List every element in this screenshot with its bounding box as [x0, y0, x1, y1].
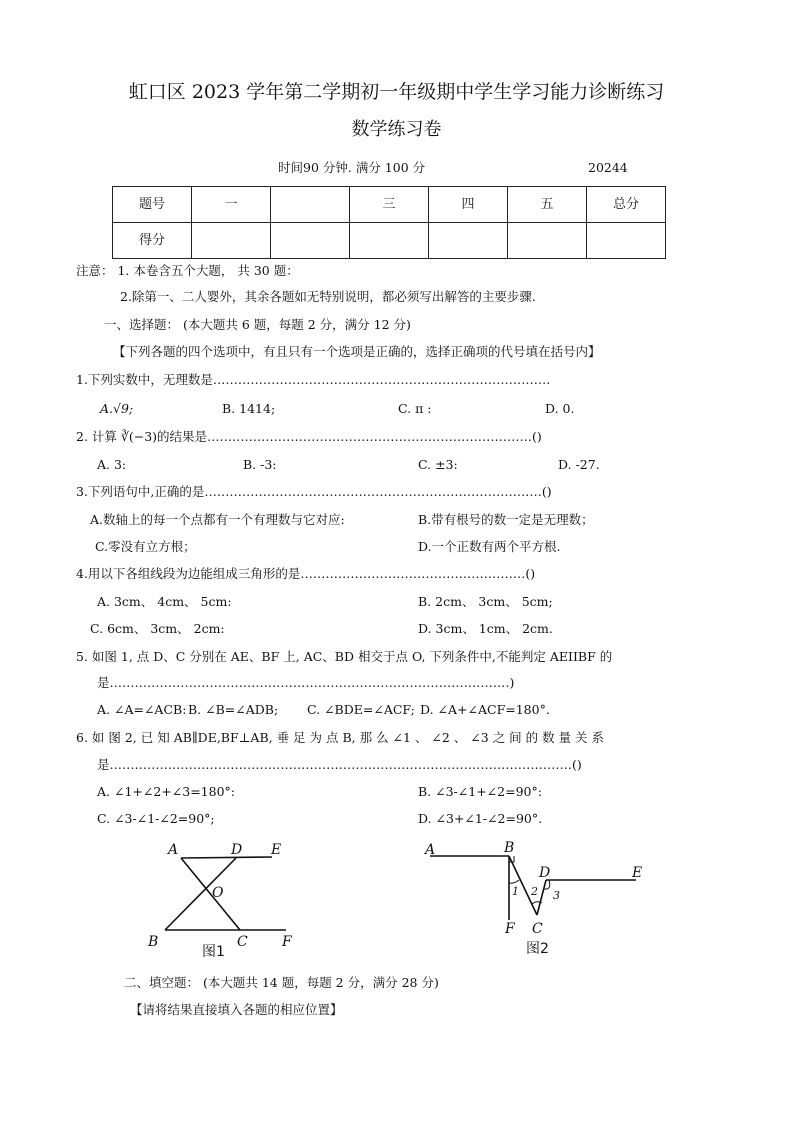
q6-option-d: D. ∠3+∠1-∠2=90°.	[418, 811, 543, 826]
header-cell: 五	[508, 187, 587, 223]
q6-option-b: B. ∠3-∠1+∠2=90°:	[418, 784, 542, 799]
label: F	[505, 921, 515, 937]
figure-2-caption: 图2	[526, 941, 549, 957]
line-ae	[181, 857, 272, 858]
section1-instruction: 【下列各题的四个选项中，有且只有一个选项是正确的，选择正确项的代号填在括号内】	[113, 344, 601, 359]
q2-option-a: A. 3:	[97, 457, 127, 472]
q4-option-a: A. 3cm、 4cm、 5cm:	[97, 594, 232, 609]
figure-1-caption: 图1	[202, 944, 225, 960]
question-4-stem: 4.用以下各组线段为边能组成三角形的是………………………………………………()	[76, 566, 536, 581]
q2-option-b: B. -3:	[243, 457, 277, 472]
angle-1-arc	[509, 880, 519, 883]
q2-option-d: D. -27.	[558, 457, 600, 472]
q2-option-c: C. ±3:	[418, 457, 458, 472]
label: F	[282, 934, 292, 950]
q4-option-c: C. 6cm、 3cm、 2cm:	[90, 621, 225, 636]
line-ac	[181, 858, 240, 930]
q5-option-c: C. ∠BDE=∠ACF;	[307, 702, 415, 717]
q3-option-c: C.零没有立方根；	[95, 539, 196, 554]
exam-code: 20244	[588, 160, 628, 175]
label: C	[237, 934, 248, 950]
question-1-stem: 1.下列实数中，无理数是………………………………………………………………………	[76, 372, 551, 387]
label: E	[271, 842, 282, 858]
q5-option-b: B. ∠B=∠ADB;	[188, 702, 279, 717]
header-cell: 题号	[113, 187, 192, 223]
label: 3	[553, 889, 560, 902]
label: D	[231, 842, 243, 858]
label: 1	[512, 885, 519, 898]
label: B	[148, 934, 159, 950]
figure-1	[165, 857, 286, 930]
q1-option-a: A.√9;	[100, 401, 134, 416]
q4-option-d: D. 3cm、 1cm、 2cm.	[418, 621, 553, 636]
line-bd	[165, 858, 236, 930]
figure-1-labels	[147, 842, 293, 960]
question-6-stem-cont: 是…………………………………………………………………………………………………()	[97, 757, 582, 772]
question-2-stem: 2. 计算 ∛(−3)的结果是……………………………………………………………………()	[76, 429, 542, 444]
label: A	[168, 842, 179, 858]
q4-option-b: B. 2cm、 3cm、 5cm;	[418, 594, 553, 609]
q3-option-a: A.数轴上的每一个点都有一个有理数与它对应:	[90, 512, 345, 527]
header-cell: 四	[429, 187, 508, 223]
q6-option-c: C. ∠3-∠1-∠2=90°;	[97, 811, 215, 826]
question-3-stem: 3.下列语句中,正确的是………………………………………………………………………()	[76, 484, 552, 499]
line-cd	[537, 880, 546, 915]
label: C	[532, 921, 543, 937]
label: A	[425, 842, 436, 858]
question-5-stem: 5. 如图 1, 点 D、C 分别在 AE、BF 上, AC、BD 相交于点 O, 下列条件中,不能判定 AEIIBF 的	[76, 649, 613, 664]
label: 2	[531, 885, 538, 898]
question-6-stem: 6. 如 图 2, 已 知 AB∥DE,BF⊥AB, 垂 足 为 点 B, 那 么 ∠1 、 ∠2 、 ∠3 之 间 的 数 量 关 系	[76, 730, 605, 745]
header-cell: 三	[350, 187, 429, 223]
q1-option-d: D. 0.	[545, 401, 575, 416]
label: E	[632, 865, 643, 881]
q3-option-d: D.一个正数有两个平方根.	[418, 539, 561, 554]
q1-option-b: B. 1414;	[222, 401, 276, 416]
label: B	[504, 840, 515, 856]
header-cell: 总分	[587, 187, 666, 223]
note-2: 2.除第一、二人婴外，其余各题如无特别说明，都必须写出解答的主要步骤.	[120, 289, 536, 304]
q1-option-c: C. π :	[398, 401, 432, 416]
exam-subtitle: 数学练习卷	[351, 119, 442, 140]
q5-option-a: A. ∠A=∠ACB:	[97, 702, 187, 717]
section1-heading: 一、选择题： (本大题共 6 题，每题 2 分，满分 12 分)	[104, 317, 411, 332]
q3-option-b: B.带有根号的数一定是无理数；	[418, 512, 594, 527]
time-info: 时间90 分钟. 满分 100 分	[278, 160, 426, 175]
q5-option-d: D. ∠A+∠ACF=180°.	[420, 702, 550, 717]
exam-title: 虹口区 2023 学年第二学期初一年级期中学生学习能力诊断练习	[128, 81, 665, 103]
section2-heading: 二、填空题： (本大题共 14 题，每题 2 分，满分 28 分)	[124, 975, 439, 990]
figure-2-labels	[423, 840, 642, 957]
question-5-stem-cont: 是……………………………………………………………………………………)	[97, 675, 515, 690]
note-1: 注意： 1. 本卷含五个大题， 共 30 题：	[76, 263, 299, 278]
row-label: 得分	[113, 223, 192, 259]
label: D	[539, 865, 551, 881]
section2-instruction: 【请将结果直接填入各题的相应位置】	[130, 1002, 343, 1017]
header-cell: 一	[192, 187, 271, 223]
label: O	[212, 885, 224, 901]
q6-option-a: A. ∠1+∠2+∠3=180°:	[97, 784, 235, 799]
